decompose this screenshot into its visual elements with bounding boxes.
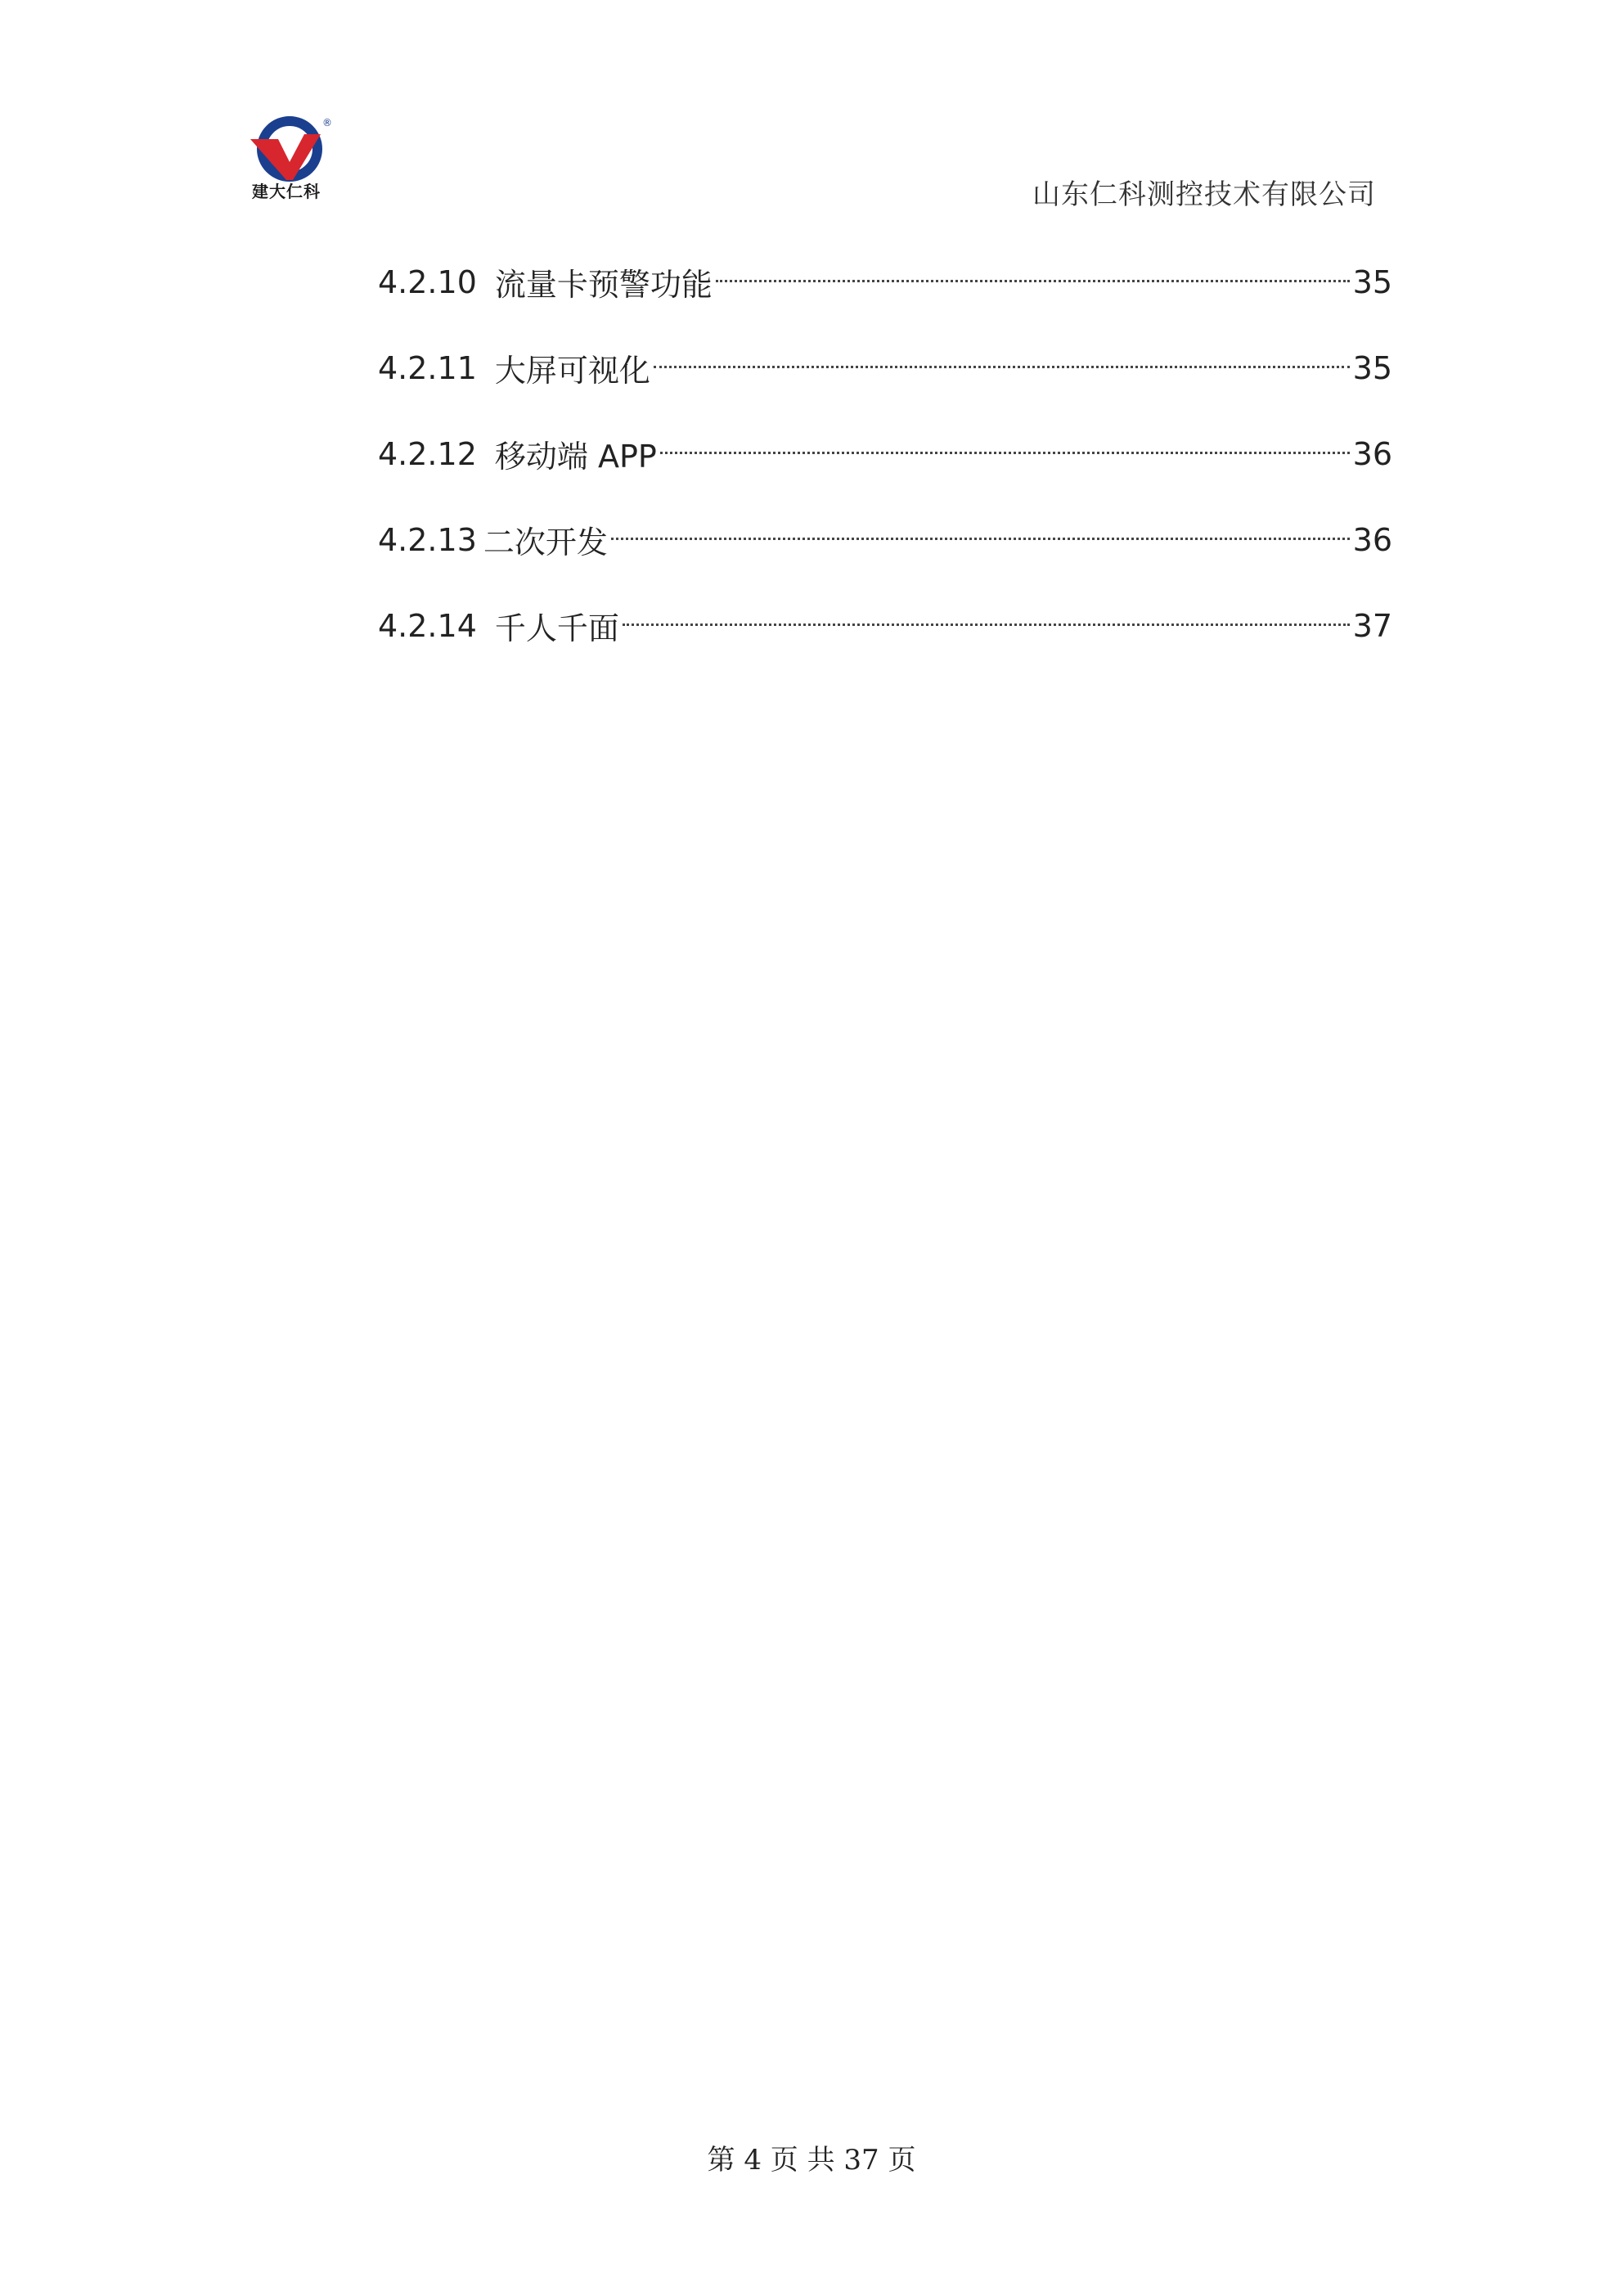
header-company-name: 山东仁科测控技术有限公司 xyxy=(1032,178,1376,211)
toc-entry[interactable] xyxy=(378,239,1392,325)
toc-entry-page: 35 xyxy=(1352,263,1392,300)
page-footer: 第 4 页 共 37 页 xyxy=(707,2144,916,2177)
toc-entry-title: 千人千面 xyxy=(494,610,619,646)
toc-leader-dots xyxy=(623,622,1350,626)
toc-leader-dots xyxy=(660,450,1350,454)
toc-entry-page: 35 xyxy=(1352,349,1392,386)
table-of-contents xyxy=(378,239,1392,669)
toc-entry-title: 二次开发 xyxy=(483,524,608,560)
toc-entry[interactable] xyxy=(378,411,1392,497)
toc-entry[interactable] xyxy=(378,325,1392,411)
toc-entry[interactable] xyxy=(378,497,1392,583)
toc-entry-number: 4.2.10 xyxy=(378,263,477,300)
toc-leader-dots xyxy=(716,278,1350,282)
toc-entry-page: 36 xyxy=(1352,521,1392,558)
registered-mark: ® xyxy=(322,117,332,128)
toc-entry-title: 移动端 APP xyxy=(494,439,657,475)
toc-entry[interactable] xyxy=(378,583,1392,669)
toc-entry-number: 4.2.12 xyxy=(378,435,477,472)
logo-icon xyxy=(245,115,335,188)
toc-entry-title: 大屏可视化 xyxy=(494,353,650,389)
toc-leader-dots xyxy=(654,364,1350,368)
toc-entry-page: 36 xyxy=(1352,435,1392,472)
logo-text: 建大仁科 xyxy=(252,182,321,201)
toc-entry-number: 4.2.11 xyxy=(378,349,477,386)
toc-entry-number: 4.2.13 xyxy=(378,521,477,558)
toc-entry-title: 流量卡预警功能 xyxy=(494,267,713,303)
toc-entry-page: 37 xyxy=(1352,607,1392,644)
toc-leader-dots xyxy=(611,536,1350,540)
toc-entry-number: 4.2.14 xyxy=(378,607,477,644)
